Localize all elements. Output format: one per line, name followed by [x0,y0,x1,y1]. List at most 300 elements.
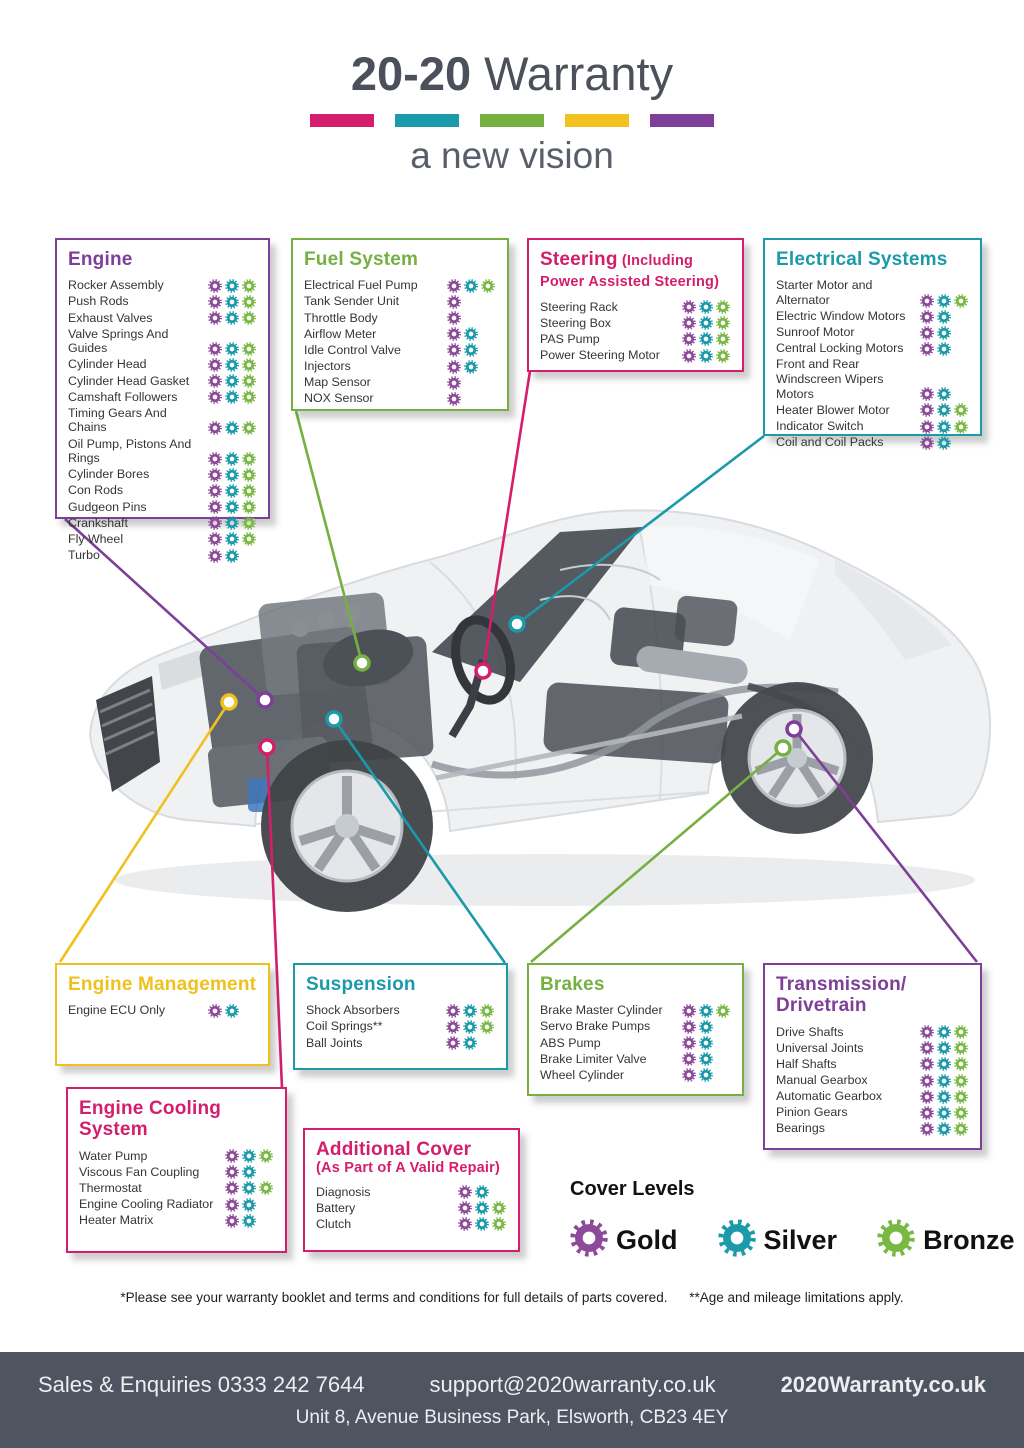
covered-item-label: Gudgeon Pins [68,499,147,514]
cover-level-gears [444,1004,495,1018]
panel-engine-management [55,963,270,1066]
gold-gear-icon [444,1020,461,1034]
empty-gear-cell [240,549,257,563]
footer-contact-row [0,1352,1024,1398]
covered-item [68,278,257,293]
covered-item-label: Diagnosis [316,1184,371,1199]
covered-item [306,1003,495,1018]
bronze-gear-icon [257,1181,274,1195]
gold-gear-icon [206,342,223,356]
gold-gear-icon [918,1025,935,1039]
covered-item-label: Coil Springs** [306,1019,383,1034]
covered-item [79,1149,274,1164]
silver-gear-icon [240,1149,257,1163]
silver-gear-icon [935,1025,952,1039]
empty-gear-cell [952,342,969,356]
empty-gear-cell [490,1185,507,1199]
panel-steering-subtitle: (Including Power Assisted Steering) [540,253,720,291]
cover-level-gears [206,1004,257,1018]
covered-item-label: Brake Limiter Valve [540,1051,647,1066]
bronze-gear-icon [478,1020,495,1034]
covered-item [68,294,257,309]
cover-level-gears [918,1090,969,1104]
bronze-gear-icon [952,1041,969,1055]
silver-gear-icon [935,403,952,417]
covered-item [79,1213,274,1228]
cover-level-gears [918,1106,969,1120]
cover-level-gears [445,295,496,309]
cover-level-silver [718,1219,838,1262]
gold-gear-icon [206,532,223,546]
panel-fuel-system-title: Fuel System [304,249,419,270]
panel-steering-title: Steering (Including Power Assisted Steering) [540,249,720,291]
panel-additional-cover-subtitle: (As Part of A Valid Repair) [316,1160,501,1177]
empty-gear-cell [714,1036,731,1050]
cover-level-gears [206,500,257,514]
cover-level-gears [206,452,257,466]
silver-gear-icon [240,1214,257,1228]
gold-gear-icon [570,1219,608,1262]
cover-level-gears [223,1165,274,1179]
silver-gear-icon [223,1004,240,1018]
gold-gear-icon [444,1036,461,1050]
silver-gear-icon [697,1036,714,1050]
cover-level-gears [918,310,969,324]
gold-gear-icon [680,300,697,314]
gold-gear-icon [918,1090,935,1104]
footer-sales-enquiries [38,1372,365,1398]
covered-item-label: Steering Rack [540,299,618,314]
bronze-gear-icon [714,349,731,363]
bronze-gear-icon [240,390,257,404]
gold-gear-icon [206,500,223,514]
cover-level-gears [445,376,496,390]
covered-item [776,1105,969,1120]
cover-level-gears [918,294,969,308]
covered-item-label: Shock Absorbers [306,1003,400,1018]
gold-gear-icon [445,279,462,293]
silver-gear-icon [462,327,479,341]
gold-gear-icon [206,390,223,404]
cover-level-gears [918,1025,969,1039]
covered-item-label: Universal Joints [776,1040,864,1055]
silver-gear-icon [223,279,240,293]
cover-level-gears [680,1020,731,1034]
silver-gear-icon [697,349,714,363]
covered-item [776,309,969,324]
gold-gear-icon [918,1057,935,1071]
covered-item-label: Starter Motor and Alternator [776,278,873,307]
covered-item-label: Con Rods [68,483,124,498]
empty-gear-cell [714,1052,731,1066]
empty-gear-cell [714,1020,731,1034]
covered-item [540,316,731,331]
silver-gear-icon [473,1201,490,1215]
footnote-warranty-booklet: *Please see your warranty booklet and terms and conditions for full details of parts covered. [120,1290,668,1305]
gold-gear-icon [680,1052,697,1066]
covered-item-label: Half Shafts [776,1056,837,1071]
gold-gear-icon [918,403,935,417]
cover-level-gears [223,1198,274,1212]
cover-level-gears [206,390,257,404]
covered-item [540,1052,731,1067]
silver-gear-icon [935,1041,952,1055]
cover-level-gears [918,342,969,356]
cover-level-gears [918,403,969,417]
gold-gear-icon [206,452,223,466]
cover-level-gears [223,1181,274,1195]
cover-level-gears [206,549,257,563]
silver-gear-icon [935,326,952,340]
gold-gear-icon [918,1074,935,1088]
silver-gear-icon [935,1074,952,1088]
covered-item [68,406,257,435]
covered-item-label: Rocker Assembly [68,278,164,293]
cover-level-gears [445,311,496,325]
panel-fuel-system-items [304,278,496,406]
bronze-gear-icon [240,452,257,466]
gold-gear-icon [206,279,223,293]
empty-gear-cell [240,1004,257,1018]
covered-item [68,516,257,531]
gold-gear-icon [206,549,223,563]
bronze-gear-icon [240,295,257,309]
panel-electrical-systems [763,238,982,450]
gold-gear-icon [445,295,462,309]
panel-additional-cover-title: Additional Cover (As Part of A Valid Repair) [316,1139,507,1177]
empty-gear-cell [952,436,969,450]
panel-steering [527,238,744,372]
gold-gear-icon [445,327,462,341]
silver-gear-icon [223,358,240,372]
silver-gear-icon [462,360,479,374]
bronze-gear-icon [952,1025,969,1039]
panel-additional-cover-items [316,1185,507,1232]
covered-item-label: Valve Springs And Guides [68,326,169,356]
bronze-gear-icon [240,311,257,325]
covered-item-label: Clutch [316,1216,352,1231]
covered-item-label: Ball Joints [306,1035,363,1050]
page-subtitle: a new vision [410,135,614,176]
bronze-gear-icon [240,532,257,546]
silver-gear-icon [697,1004,714,1018]
covered-item-label: Idle Control Valve [304,342,401,357]
cover-level-gears [206,342,257,356]
bronze-gear-icon [952,294,969,308]
gold-gear-icon [680,1036,697,1050]
cover-level-gears [206,295,257,309]
gold-gear-icon [456,1201,473,1215]
bronze-gear-icon [240,342,257,356]
panel-steering-items [540,300,731,363]
covered-item-label: Crankshaft [68,515,128,530]
gold-gear-icon [918,294,935,308]
footer-bar [0,1352,1024,1448]
gold-gear-icon [445,360,462,374]
gold-gear-icon [206,295,223,309]
empty-gear-cell [478,1036,495,1050]
footnote-age-mileage: **Age and mileage limitations apply. [689,1290,904,1305]
covered-item-label: Injectors [304,358,351,373]
bronze-gear-icon [952,1090,969,1104]
covered-item [68,500,257,515]
gold-gear-icon [445,376,462,390]
covered-item [304,311,496,326]
silver-gear-icon [223,500,240,514]
gold-gear-icon [206,484,223,498]
covered-item [316,1185,507,1200]
brand-color-bar [310,114,374,127]
footer-sales-label: Sales & Enquiries [38,1372,212,1397]
gold-gear-icon [918,420,935,434]
covered-item-label: Cylinder Head Gasket [68,373,190,388]
cover-level-gears [206,468,257,482]
covered-item [306,1036,495,1051]
panel-engine-management-items [68,1003,257,1018]
panel-brakes-items [540,1003,731,1082]
panel-suspension [293,963,508,1070]
panel-transmission-drivetrain [763,963,982,1150]
gold-gear-icon [223,1149,240,1163]
covered-item-label: Front and Rear Windscreen Wipers Motors [776,357,884,401]
covered-item [304,327,496,342]
cover-level-gold [570,1219,678,1262]
cover-level-gears [918,326,969,340]
silver-gear-icon [223,452,240,466]
footnote [0,1290,1024,1305]
silver-gear-icon [461,1036,478,1050]
empty-gear-cell [479,376,496,390]
covered-item [68,532,257,547]
cover-level-gears [223,1149,274,1163]
cover-level-gears [206,532,257,546]
gold-gear-icon [445,311,462,325]
cover-levels-legend [570,1178,1015,1262]
bronze-gear-icon [952,1122,969,1136]
panel-brakes [527,963,744,1096]
bronze-gear-icon [240,468,257,482]
silver-gear-icon [697,300,714,314]
footer-phone-number: 0333 242 7644 [217,1372,365,1397]
panel-engine-management-title: Engine Management [68,974,257,995]
silver-gear-icon [935,1090,952,1104]
empty-gear-cell [462,295,479,309]
silver-gear-icon [223,516,240,530]
gold-gear-icon [223,1198,240,1212]
covered-item [316,1201,507,1216]
silver-gear-icon [223,374,240,388]
cover-level-gears [456,1201,507,1215]
panel-electrical-systems-items [776,278,969,449]
empty-gear-cell [479,311,496,325]
empty-gear-cell [479,343,496,357]
silver-gear-icon [461,1004,478,1018]
cover-level-gears [445,279,496,293]
panel-suspension-items [306,1003,495,1050]
gold-gear-icon [918,342,935,356]
silver-gear-icon [223,390,240,404]
covered-item [540,348,731,363]
bronze-gear-icon [479,279,496,293]
silver-gear-icon [935,387,952,401]
footer-support-email[interactable]: support@2020warranty.co.uk [429,1372,716,1397]
bronze-gear-icon [240,374,257,388]
bronze-gear-icon [714,316,731,330]
covered-item-label: Coil and Coil Packs [776,435,884,450]
covered-item-label: Electrical Fuel Pump [304,278,418,293]
panel-engine-cooling-system-items [79,1149,274,1228]
cover-level-label: Gold [616,1225,678,1255]
bronze-gear-icon [478,1004,495,1018]
bronze-gear-icon [952,1106,969,1120]
covered-item-label: Wheel Cylinder [540,1067,625,1082]
covered-item-label: Drive Shafts [776,1024,844,1039]
panel-engine-cooling-system-title: Engine Cooling System [79,1098,222,1141]
covered-item [304,375,496,390]
silver-gear-icon [935,1057,952,1071]
cover-level-gears [456,1217,507,1231]
silver-gear-icon [935,342,952,356]
footer-website-link[interactable]: 2020Warranty.co.uk [780,1372,986,1397]
cover-levels-heading: Cover Levels [570,1178,695,1200]
silver-gear-icon [935,420,952,434]
cover-level-gears [206,374,257,388]
cover-level-gears [918,420,969,434]
covered-item [776,1121,969,1136]
gold-gear-icon [206,468,223,482]
cover-level-gears [918,436,969,450]
gold-gear-icon [445,392,462,406]
gold-gear-icon [445,343,462,357]
empty-gear-cell [462,392,479,406]
covered-item-label: Water Pump [79,1148,148,1163]
gold-gear-icon [680,1020,697,1034]
covered-item-label: Tank Sender Unit [304,294,400,309]
covered-item [776,325,969,340]
silver-gear-icon [240,1198,257,1212]
covered-item [540,1003,731,1018]
covered-item [68,374,257,389]
bronze-gear-icon [952,1057,969,1071]
silver-gear-icon [462,343,479,357]
cover-level-gears [445,360,496,374]
bronze-gear-icon [714,300,731,314]
silver-gear-icon [223,421,240,435]
cover-level-gears [206,311,257,325]
covered-item-label: Indicator Switch [776,418,864,433]
covered-item-label: Exhaust Valves [68,310,153,325]
page-title-strong: 20-20 [350,47,472,100]
silver-gear-icon [697,1020,714,1034]
covered-item-label: NOX Sensor [304,391,374,406]
cover-levels-items [570,1219,1015,1262]
cover-level-gears [206,358,257,372]
brand-color-bars [0,114,1024,127]
empty-gear-cell [257,1214,274,1228]
covered-item-label: Camshaft Followers [68,389,178,404]
empty-gear-cell [479,360,496,374]
covered-item [776,341,969,356]
silver-gear-icon [461,1020,478,1034]
gold-gear-icon [223,1181,240,1195]
covered-item-label: Cylinder Bores [68,467,150,482]
silver-gear-icon [240,1165,257,1179]
covered-item [776,357,969,401]
bronze-gear-icon [714,332,731,346]
covered-item [304,294,496,309]
gold-gear-icon [680,316,697,330]
silver-gear-icon [473,1185,490,1199]
car-xray-illustration [90,510,990,912]
silver-gear-icon [462,279,479,293]
bronze-gear-icon [240,279,257,293]
gold-gear-icon [223,1214,240,1228]
silver-gear-icon [240,1181,257,1195]
gold-gear-icon [206,374,223,388]
panel-transmission-drivetrain-items [776,1025,969,1136]
empty-gear-cell [952,310,969,324]
silver-gear-icon [697,316,714,330]
covered-item [68,327,257,356]
covered-item-label: Turbo [68,547,100,562]
covered-item-label: Thermostat [79,1180,142,1195]
covered-item [540,1019,731,1034]
covered-item-label: Timing Gears And Chains [68,405,167,435]
silver-gear-icon [223,532,240,546]
gold-gear-icon [918,1106,935,1120]
covered-item [316,1217,507,1232]
gold-gear-icon [206,516,223,530]
covered-item-label: Viscous Fan Coupling [79,1164,200,1179]
covered-item-label: Battery [316,1200,356,1215]
covered-item [304,391,496,406]
covered-item-label: Automatic Gearbox [776,1089,883,1104]
empty-gear-cell [479,295,496,309]
gold-gear-icon [680,349,697,363]
empty-gear-cell [952,326,969,340]
page-title-light: Warranty [471,47,674,100]
covered-item [68,483,257,498]
covered-item [68,357,257,372]
covered-item-label: Servo Brake Pumps [540,1019,651,1034]
gold-gear-icon [456,1185,473,1199]
bronze-gear-icon [952,1074,969,1088]
covered-item-label: Pinion Gears [776,1105,848,1120]
gold-gear-icon [918,387,935,401]
covered-item [79,1165,274,1180]
panel-fuel-system [291,238,509,411]
bronze-gear-icon [240,484,257,498]
covered-item [540,332,731,347]
cover-level-gears [680,1068,731,1082]
covered-item-label: Heater Blower Motor [776,402,890,417]
panel-brakes-title: Brakes [540,974,605,995]
covered-item [68,1003,257,1018]
cover-level-gears [680,332,731,346]
cover-level-gears [680,1052,731,1066]
silver-gear-icon [473,1217,490,1231]
silver-gear-icon [935,294,952,308]
silver-gear-icon [223,549,240,563]
covered-item-label: Bearings [776,1121,825,1136]
covered-item-label: Power Steering Motor [540,347,660,362]
covered-item-label: Brake Master Cylinder [540,1003,663,1018]
gold-gear-icon [206,1004,223,1018]
cover-level-gears [206,516,257,530]
covered-item [79,1181,274,1196]
empty-gear-cell [714,1068,731,1082]
covered-item [776,1041,969,1056]
